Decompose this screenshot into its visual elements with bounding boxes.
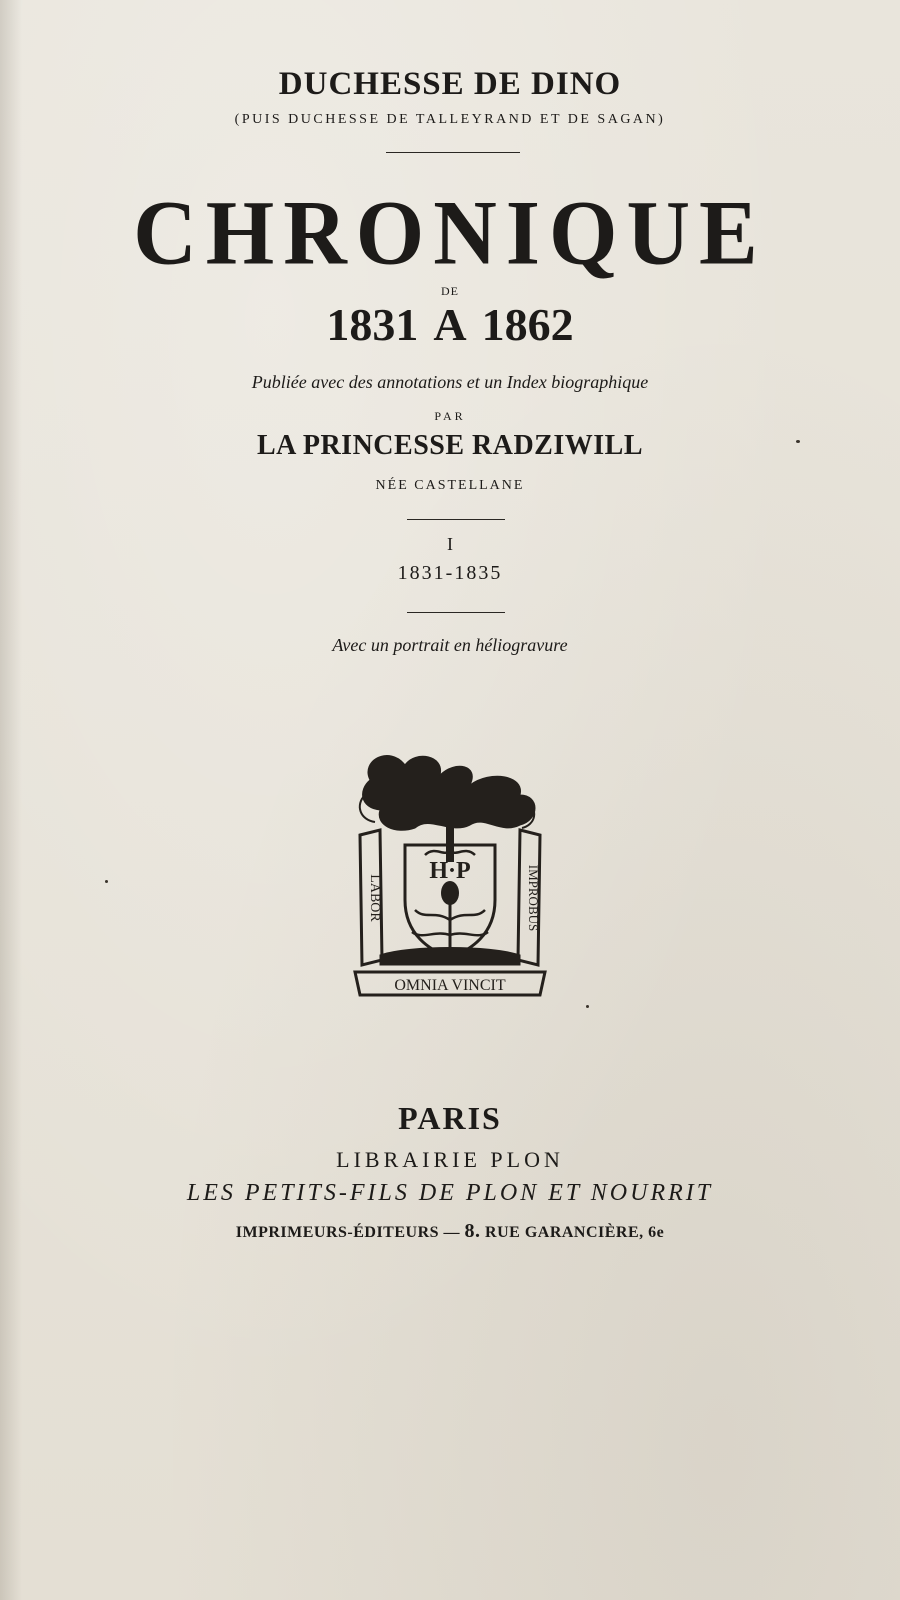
publication-note: Publiée avec des annotations et un Index biographique	[251, 372, 649, 392]
address-prefix: IMPRIMEURS-ÉDITEURS —	[235, 1224, 461, 1241]
imprint-address	[0, 1220, 900, 1243]
author-subtitle: (PUIS DUCHESSE DE TALLEYRAND ET DE SAGAN)	[234, 112, 666, 127]
imprint-city: PARIS	[398, 1100, 502, 1136]
divider-rule	[407, 612, 505, 613]
editor-maiden-name: NÉE CASTELLANE	[375, 478, 525, 493]
mark-motto-left: LABOR	[367, 874, 382, 922]
by-label: PAR	[434, 409, 466, 423]
mark-motto-bottom: OMNIA VINCIT	[394, 977, 506, 994]
divider-rule	[407, 519, 505, 520]
imprint-publisher: LIBRAIRIE PLON	[336, 1147, 564, 1172]
portrait-note: Avec un portrait en héliogravure	[332, 635, 568, 655]
imprint-publisher-line2: LES PETITS-FILS DE PLON ET NOURRIT	[186, 1180, 714, 1206]
address-street: RUE GARANCIÈRE, 6e	[485, 1224, 665, 1241]
mark-monogram: H·P	[429, 858, 471, 884]
book-title: CHRONIQUE	[133, 182, 767, 285]
paper-speck	[796, 440, 800, 443]
author-name: DUCHESSE DE DINO	[278, 66, 622, 102]
editor-name: LA PRINCESSE RADZIWILL	[257, 430, 643, 461]
address-number: 8.	[464, 1220, 481, 1242]
title-dates: 1831 A 1862	[326, 299, 574, 350]
volume-years: 1831-1835	[397, 562, 503, 584]
mark-motto-right: IMPROBUS	[526, 864, 541, 932]
paper-speck	[105, 880, 108, 883]
volume-number: I	[447, 534, 453, 554]
paper-speck	[586, 1005, 589, 1008]
divider-rule	[386, 152, 520, 153]
printer-mark-logo	[350, 750, 550, 1000]
title-connector: DE	[441, 284, 459, 298]
